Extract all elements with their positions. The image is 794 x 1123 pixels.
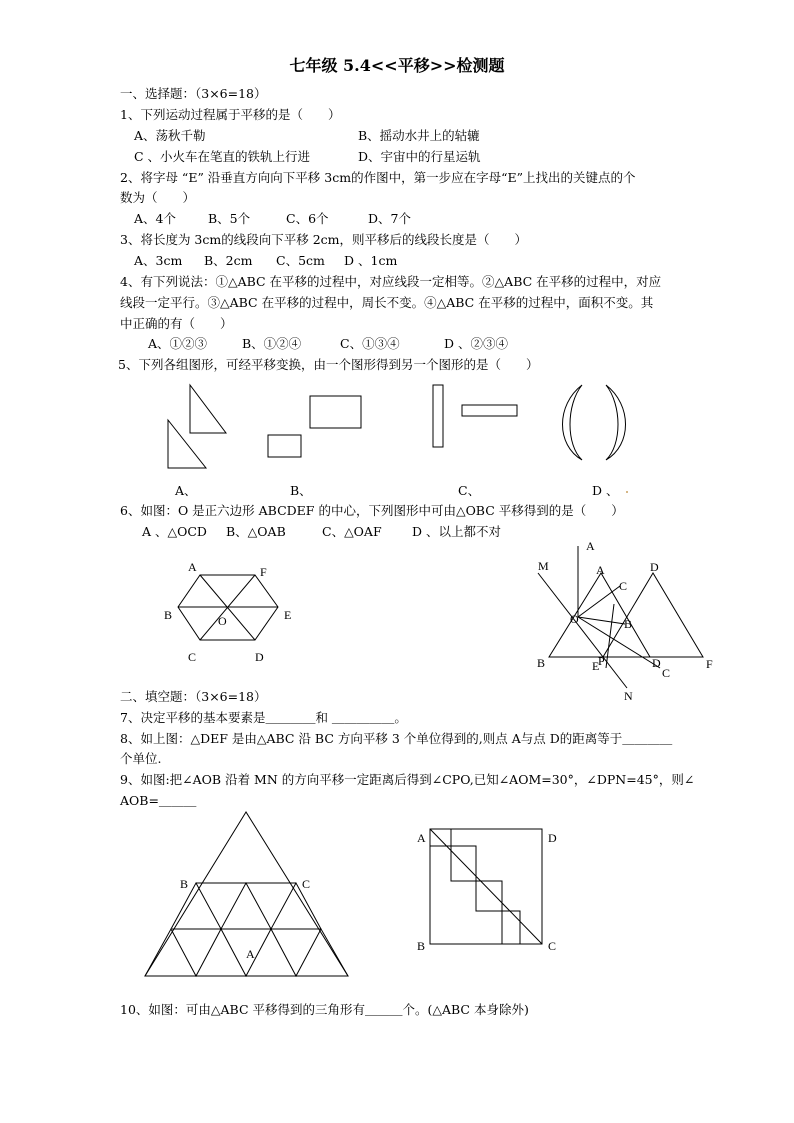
q2-stem-line2: 数为（ ） <box>120 190 196 205</box>
q4-option-d: D 、②③④ <box>444 336 508 351</box>
q1-option-b: B、摇动水井上的轱辘 <box>358 128 480 143</box>
q5-label-c: C、 <box>458 483 481 498</box>
q1-option-c: C 、小火车在笔直的铁轨上行进 <box>134 149 311 164</box>
q2-option-d: D、7个 <box>368 211 411 226</box>
q2-option-c: C、6个 <box>286 211 329 226</box>
hex-label-c: C <box>188 650 197 664</box>
q7-stem: 7、决定平移的基本要素是＿＿＿＿和 ＿＿＿＿＿。 <box>120 710 407 725</box>
page-title: 七年级 5.4<<平移>>检测题 <box>289 56 505 75</box>
q4-option-c: C、①③④ <box>340 336 400 351</box>
tri-label-c-upper: C <box>619 579 628 593</box>
big-tri-label-b: B <box>180 877 189 891</box>
hex-label-a: A <box>188 560 197 574</box>
hex-label-f: F <box>260 565 267 579</box>
big-tri-label-a: A <box>246 947 255 961</box>
hex-label-e: E <box>284 608 292 622</box>
q3-option-c: C、5cm <box>276 253 325 268</box>
q5-stem: 5、下列各组图形，可经平移变换，由一个图形得到另一个图形的是（ ） <box>118 357 539 372</box>
q4-line2: 线段一定平行。③△ABC 在平移的过程中，周长不变。④△ABC 在平移的过程中，面积不变。其 <box>120 295 654 310</box>
tri-label-a: A <box>596 563 605 577</box>
q6-stem: 6、如图：O 是正六边形 ABCDEF 的中心，下列图形中可由△OBC 平移得到的是（ ） <box>120 503 624 518</box>
q3-option-b: B、2cm <box>204 253 253 268</box>
q6-option-b: B、△OAB <box>226 524 286 539</box>
big-tri-label-c: C <box>302 877 311 891</box>
q5-label-d: D 、 <box>592 483 619 498</box>
tri-label-p: P <box>598 654 605 668</box>
section-1-heading: 一、选择题：（3×6=18） <box>120 86 267 101</box>
q8-line2: 个单位. <box>120 751 162 766</box>
tri-label-o: O <box>570 612 579 626</box>
square-label-a: A <box>417 831 426 845</box>
square-label-b: B <box>417 939 426 953</box>
q2-option-b: B、5个 <box>208 211 251 226</box>
tri-label-b-mid: B <box>624 617 633 631</box>
q1-option-a: A、荡秋千勒 <box>134 128 206 143</box>
tri-label-a-top: A <box>586 539 595 553</box>
q1-stem: 1、下列运动过程属于平移的是（ ） <box>120 107 341 122</box>
hex-label-d: D <box>255 650 264 664</box>
tri-label-f: F <box>706 657 713 671</box>
square-label-c: C <box>548 939 557 953</box>
section-2-heading: 二、填空题：（3×6=18） <box>120 689 267 704</box>
q4-option-a: A、①②③ <box>148 336 208 351</box>
q2-stem-line1: 2、将字母 “E” 沿垂直方向向下平移 3cm的作图中，第一步应在字母“E”上找出的关键点的个 <box>120 170 636 185</box>
tri-label-c-low: C <box>662 666 671 680</box>
q4-line1: 4、有下列说法：①△ABC 在平移的过程中，对应线段一定相等。②△ABC 在平移的过程中，对应 <box>120 274 662 289</box>
q6-option-a: A 、△OCD <box>142 524 207 539</box>
hex-label-o: O <box>218 614 227 628</box>
q6-option-d: D 、以上都不对 <box>412 524 501 539</box>
hex-label-b: B <box>164 608 173 622</box>
q10-stem: 10、如图：可由△ABC 平移得到的三角形有＿＿＿个。(△ABC 本身除外) <box>120 1002 529 1017</box>
q4-option-b: B、①②④ <box>242 336 302 351</box>
tri-label-d: D <box>650 560 659 574</box>
q8-line1: 8、如上图：△DEF 是由△ABC 沿 BC 方向平移 3 个单位得到的,则点 A与点 D的距离等于＿＿＿＿ <box>120 731 673 746</box>
q5-label-b: B、 <box>290 483 312 498</box>
q9-line2: AOB=＿＿＿ <box>120 793 197 808</box>
q6-option-c: C、△OAF <box>322 524 382 539</box>
q2-option-a: A、4个 <box>134 211 176 226</box>
tri-label-e: E <box>592 659 600 673</box>
tri-label-d-low: D <box>652 656 661 670</box>
tri-label-m: M <box>538 559 549 573</box>
tri-label-n: N <box>624 689 633 703</box>
tri-label-b: B <box>537 656 546 670</box>
q1-option-d: D、宇宙中的行星运轨 <box>358 149 481 164</box>
step-3 <box>476 881 502 911</box>
square-label-d: D <box>548 831 557 845</box>
q3-option-d: D 、1cm <box>344 253 398 268</box>
q4-line3: 中正确的有（ ） <box>120 316 233 331</box>
q3-stem: 3、将长度为 3cm的线段向下平移 2cm，则平移后的线段长度是（ ） <box>120 232 528 247</box>
q3-option-a: A、3cm <box>134 253 183 268</box>
q5-label-a: A、 <box>175 483 197 498</box>
q9-line1: 9、如图:把∠AOB 沿着 MN 的方向平移一定距离后得到∠CPO,已知∠AOM=30°，∠DPN=45°，则∠ <box>120 772 695 787</box>
